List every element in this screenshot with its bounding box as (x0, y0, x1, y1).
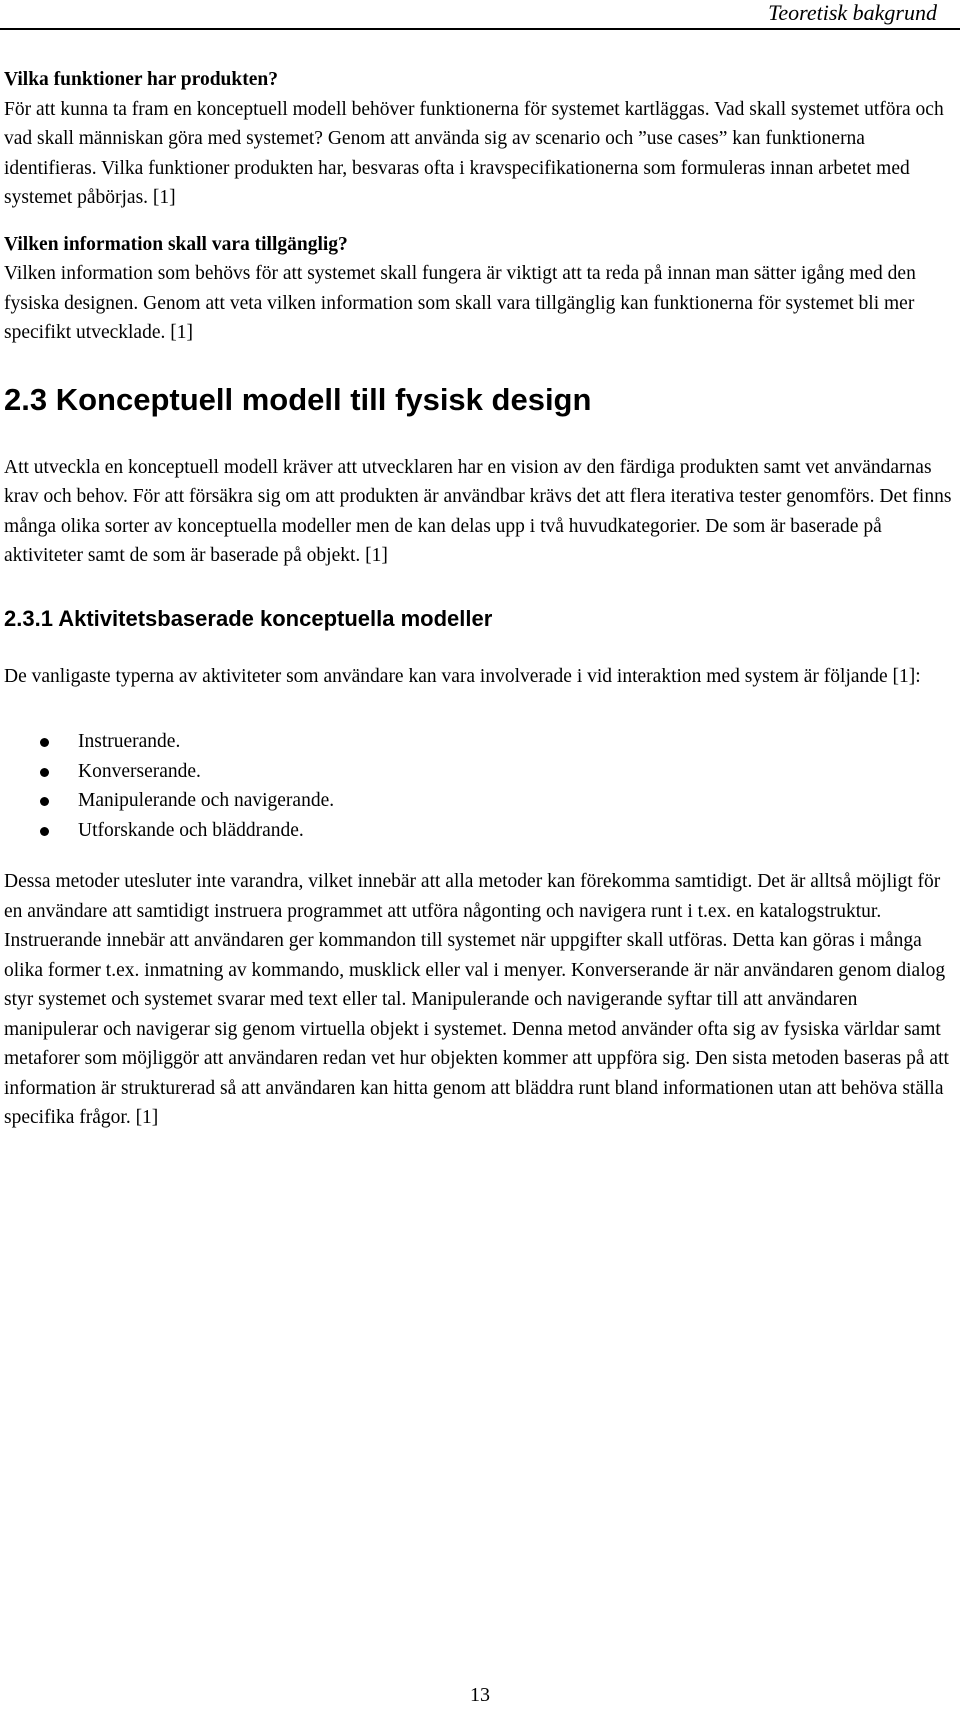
section-heading-2-3: 2.3 Konceptuell modell till fysisk design (4, 381, 592, 417)
list-item-text: Utforskande och bläddrande. (78, 819, 304, 841)
section-2-3-1-paragraph: Dessa metoder utesluter inte varandra, vilket innebär att alla metoder kan förekomma samtidigt. Det är alltså möjligt för en användare att samtidigt instruera programmet att utföra någonting och navigera runt i t.ex. en katalogstruktur. Instruerande innebär att användaren ger kommandon till systemet när uppgifter skall utföras. Detta kan göras i många olika former t.ex. inmatning av kommando, musklick eller val i menyer. Konverserande är när användaren genom dialog styr systemet och systemet svarar med text eller tal. Manipulerande och navigerande syftar till att användaren manipulerar och navigerar sig genom virtuella objekt i systemet. Denna metod använder ofta sig av fysiska världar samt metaforer som möjliggör att användaren redan vet hur objekten kommer att uppföra sig. Den sista metoden baseras på att information är strukturerad så att användaren kan hitta genom att bläddra runt bland informationen utan att behöva ställa specifika frågor. [1] (4, 871, 949, 1128)
header-rule (0, 28, 960, 30)
list-item (4, 786, 954, 816)
page-number: 13 (470, 1684, 490, 1706)
list-item-text: Manipulerande och navigerande. (78, 790, 335, 811)
information-heading: Vilken information skall vara tillgänglig? (4, 233, 348, 255)
section-2-3-paragraph: Att utveckla en konceptuell modell kräver att utvecklaren har en vision av den färdiga produkten samt vet användarnas krav och behov. För att försäkra sig om att produkten är användbar krävs det att flera iterativa tester genomförs. Det finns många olika sorter av konceptuella modeller men de kan delas upp i två huvudkategorier. De som är baserade på aktiviteter samt de som är baserade på objekt. [1] (4, 456, 952, 566)
bullet-icon (40, 768, 49, 777)
activity-list (4, 727, 954, 845)
functions-heading: Vilka funktioner har produkten? (4, 69, 278, 90)
list-item (4, 727, 954, 757)
section-heading-2-3-1: 2.3.1 Aktivitetsbaserade konceptuella modeller (4, 605, 493, 631)
information-paragraph: Vilken information som behövs för att systemet skall fungera är viktigt att ta reda på innan man sätter igång med den fysiska designen. Genom att veta vilken information som skall vara tillgänglig kan funktionerna för systemet bli mer specifikt utvecklade. [1] (4, 263, 916, 343)
bullet-icon (40, 797, 49, 806)
page-content (4, 65, 954, 1133)
list-item-text: Konverserande. (78, 760, 201, 782)
list-item (4, 816, 954, 846)
bullet-icon (40, 827, 49, 836)
running-header-title: Teoretisk bakgrund (768, 0, 937, 25)
list-item-text: Instruerande. (78, 731, 181, 752)
section-2-3-1-intro: De vanligaste typerna av aktiviteter som användare kan vara involverade i vid interaktion med system är följande [1]: (4, 665, 921, 687)
functions-paragraph: För att kunna ta fram en konceptuell modell behöver funktionerna för systemet kartläggas. Vad skall systemet utföra och vad skall människan göra med systemet? Genom att använda sig av scenario och ”use cases” kan funktionerna identifieras. Vilka funktioner produkten har, besvaras ofta i kravspecifikationerna som formuleras innan arbetet med systemet påbörjas. [1] (4, 98, 944, 208)
bullet-icon (40, 738, 49, 747)
list-item (4, 757, 954, 787)
